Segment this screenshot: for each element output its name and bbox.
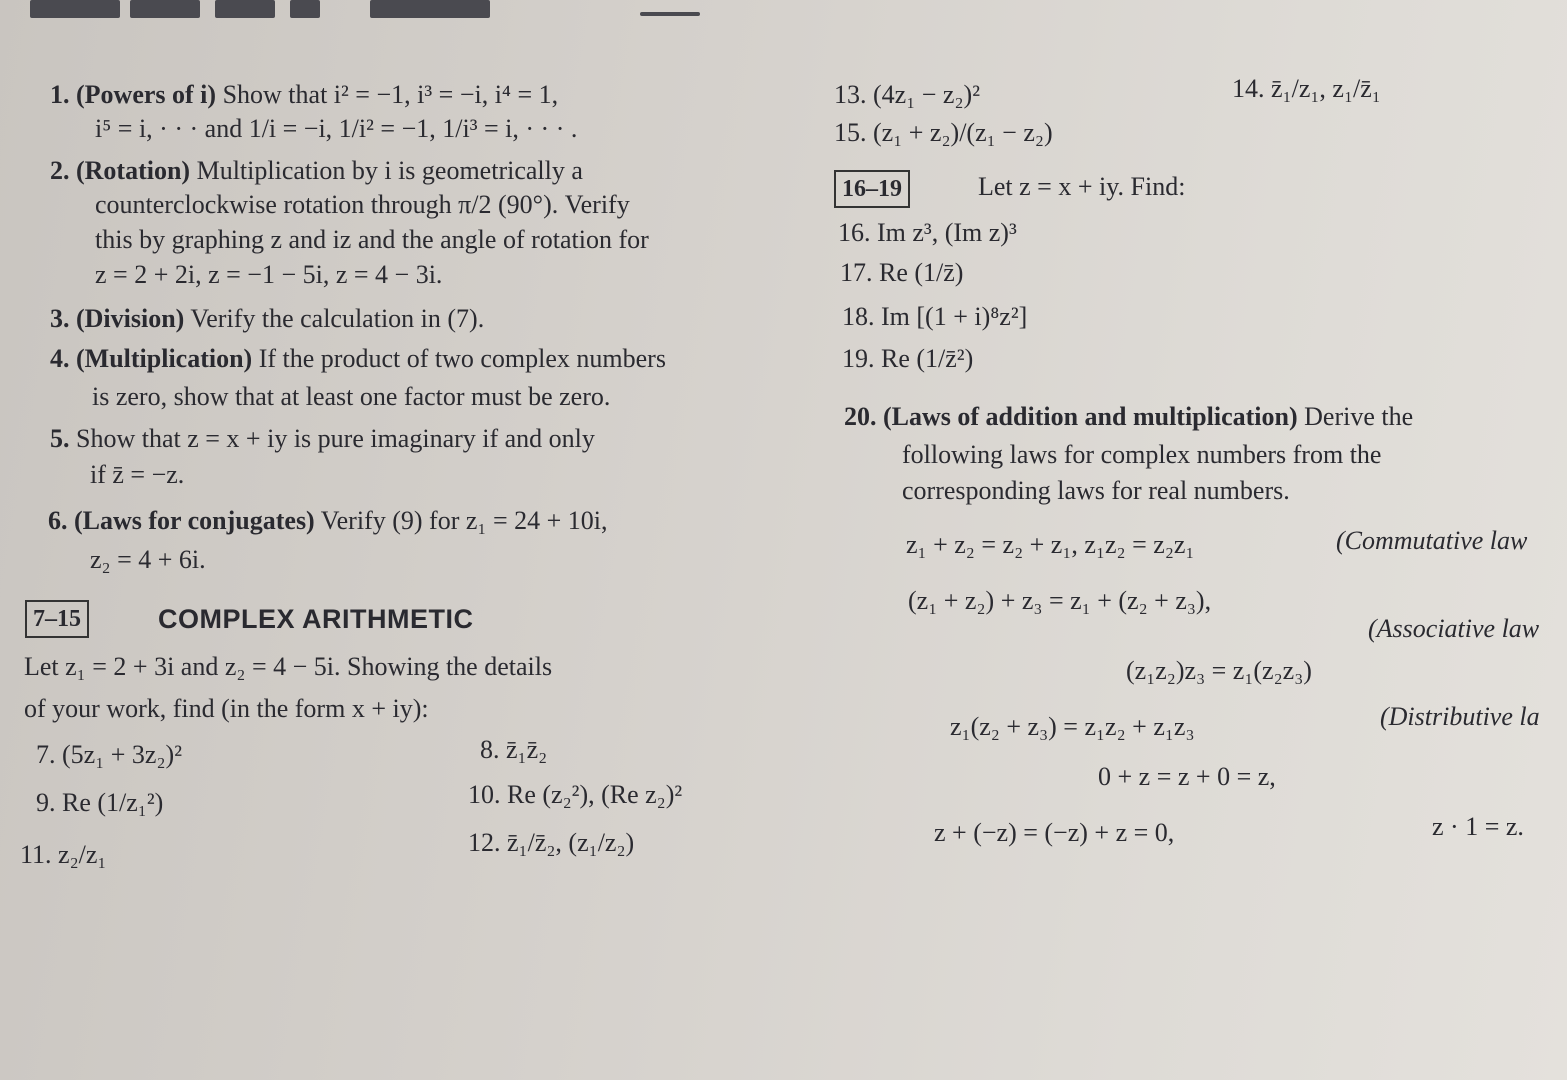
law-commutative-label: (Commutative law — [1336, 526, 1528, 555]
problem-2-number: 2. — [50, 156, 70, 185]
problem-19: 19. Re (1/z̄²) — [842, 344, 974, 373]
law-multiplicative-identity: z · 1 = z. — [1432, 812, 1524, 841]
problem-4-line-1 — [50, 344, 666, 374]
problem-2-line-4: z = 2 + 2i, z = −1 − 5i, z = 4 − 3i. — [95, 260, 443, 289]
cropped-header-strip — [0, 0, 1567, 22]
law-commutative: z₁ + z₂ = z₂ + z₁, z₁z₂ = z₂z₁ — [906, 530, 1195, 559]
law-distributive: z₁(z₂ + z₃) = z₁z₂ + z₁z₃ — [950, 712, 1195, 741]
range-instruction: Let z = x + iy. Find: — [978, 172, 1186, 201]
problem-9: 9. Re (1/z₁²) — [36, 788, 164, 817]
problem-5-line-2: if z̄ = −z. — [90, 460, 185, 489]
problem-6-line-2: z₂ = 4 + 6i. — [90, 545, 206, 574]
law-associative-2: (z₁z₂)z₃ = z₁(z₂z₃) — [1126, 656, 1312, 685]
problem-4-number: 4. — [50, 344, 70, 373]
section-range-box: 7–15 — [25, 600, 89, 638]
problem-3-number: 3. — [50, 304, 70, 333]
section-heading: COMPLEX ARITHMETIC — [158, 604, 474, 634]
problem-5-number: 5. — [50, 424, 70, 453]
problem-2-line-3: this by graphing z and iz and the angle of rotation for — [95, 225, 649, 254]
problem-20-line-2: following laws for complex numbers from the — [902, 440, 1382, 469]
problem-6-text: Verify (9) for z₁ = 24 + 10i, — [320, 506, 608, 535]
problem-5-line-1 — [50, 424, 595, 454]
problem-2-line-1 — [50, 156, 583, 186]
problem-14: 14. z̄₁/z₁, z₁/z̄₁ — [1232, 74, 1381, 103]
law-associative-1: (z₁ + z₂) + z₃ = z₁ + (z₂ + z₃), — [908, 586, 1212, 615]
problem-20-number: 20. — [844, 402, 877, 431]
problem-5-text: Show that z = x + iy is pure imaginary if and only — [76, 424, 595, 453]
problem-16: 16. Im z³, (Im z)³ — [838, 218, 1017, 247]
problem-18: 18. Im [(1 + i)⁸z²] — [842, 302, 1028, 331]
problem-20-line-3: corresponding laws for real numbers. — [902, 476, 1290, 505]
law-additive-identity: 0 + z = z + 0 = z, — [1098, 762, 1276, 791]
problem-20-title: (Laws of addition and multiplication) — [883, 402, 1298, 431]
problem-1-number: 1. — [50, 80, 70, 109]
law-associative-label: (Associative law — [1368, 614, 1540, 643]
problem-3-title: (Division) — [76, 304, 185, 333]
problem-8: 8. z̄₁z̄₂ — [480, 735, 548, 764]
section-intro-line-2: of your work, find (in the form x + iy): — [24, 694, 429, 723]
problem-1-line-2: i⁵ = i, · · · and 1/i = −i, 1/i² = −1, 1/i³ = i, · · · . — [95, 114, 578, 143]
problem-4-text: If the product of two complex numbers — [258, 344, 666, 373]
law-distributive-label: (Distributive la — [1380, 702, 1540, 731]
problem-2-text: Multiplication by i is geometrically a — [196, 156, 583, 185]
problem-4-line-2: is zero, show that at least one factor must be zero. — [92, 382, 611, 411]
problem-3-text: Verify the calculation in (7). — [190, 304, 485, 333]
problem-1-text: Show that i² = −1, i³ = −i, i⁴ = 1, — [222, 80, 559, 109]
problem-6-title: (Laws for conjugates) — [74, 506, 315, 535]
problem-3 — [50, 304, 484, 334]
problem-13: 13. (4z₁ − z₂)² — [834, 80, 980, 109]
problem-2-line-2: counterclockwise rotation through π/2 (90°). Verify — [95, 190, 630, 219]
problem-12: 12. z̄₁/z̄₂, (z₁/z₂) — [468, 828, 635, 857]
problem-1-line-1 — [50, 80, 558, 110]
problem-7: 7. (5z₁ + 3z₂)² — [36, 740, 182, 769]
problem-20-text: Derive the — [1304, 402, 1414, 431]
problem-6-line-1 — [48, 506, 608, 536]
range-box-16-19: 16–19 — [834, 170, 910, 208]
section-intro-line-1: Let z₁ = 2 + 3i and z₂ = 4 − 5i. Showing the details — [24, 652, 553, 681]
problem-15: 15. (z₁ + z₂)/(z₁ − z₂) — [834, 118, 1053, 147]
problem-6-number: 6. — [48, 506, 68, 535]
law-additive-inverse: z + (−z) = (−z) + z = 0, — [934, 818, 1175, 847]
problem-17: 17. Re (1/z̄) — [840, 258, 964, 287]
problem-11: 11. z₂/z₁ — [20, 840, 107, 869]
problem-10: 10. Re (z₂²), (Re z₂)² — [468, 780, 683, 809]
problem-2-title: (Rotation) — [76, 156, 191, 185]
problem-1-title: (Powers of i) — [76, 80, 217, 109]
problem-20-line-1 — [844, 402, 1413, 432]
problem-4-title: (Multiplication) — [76, 344, 253, 373]
